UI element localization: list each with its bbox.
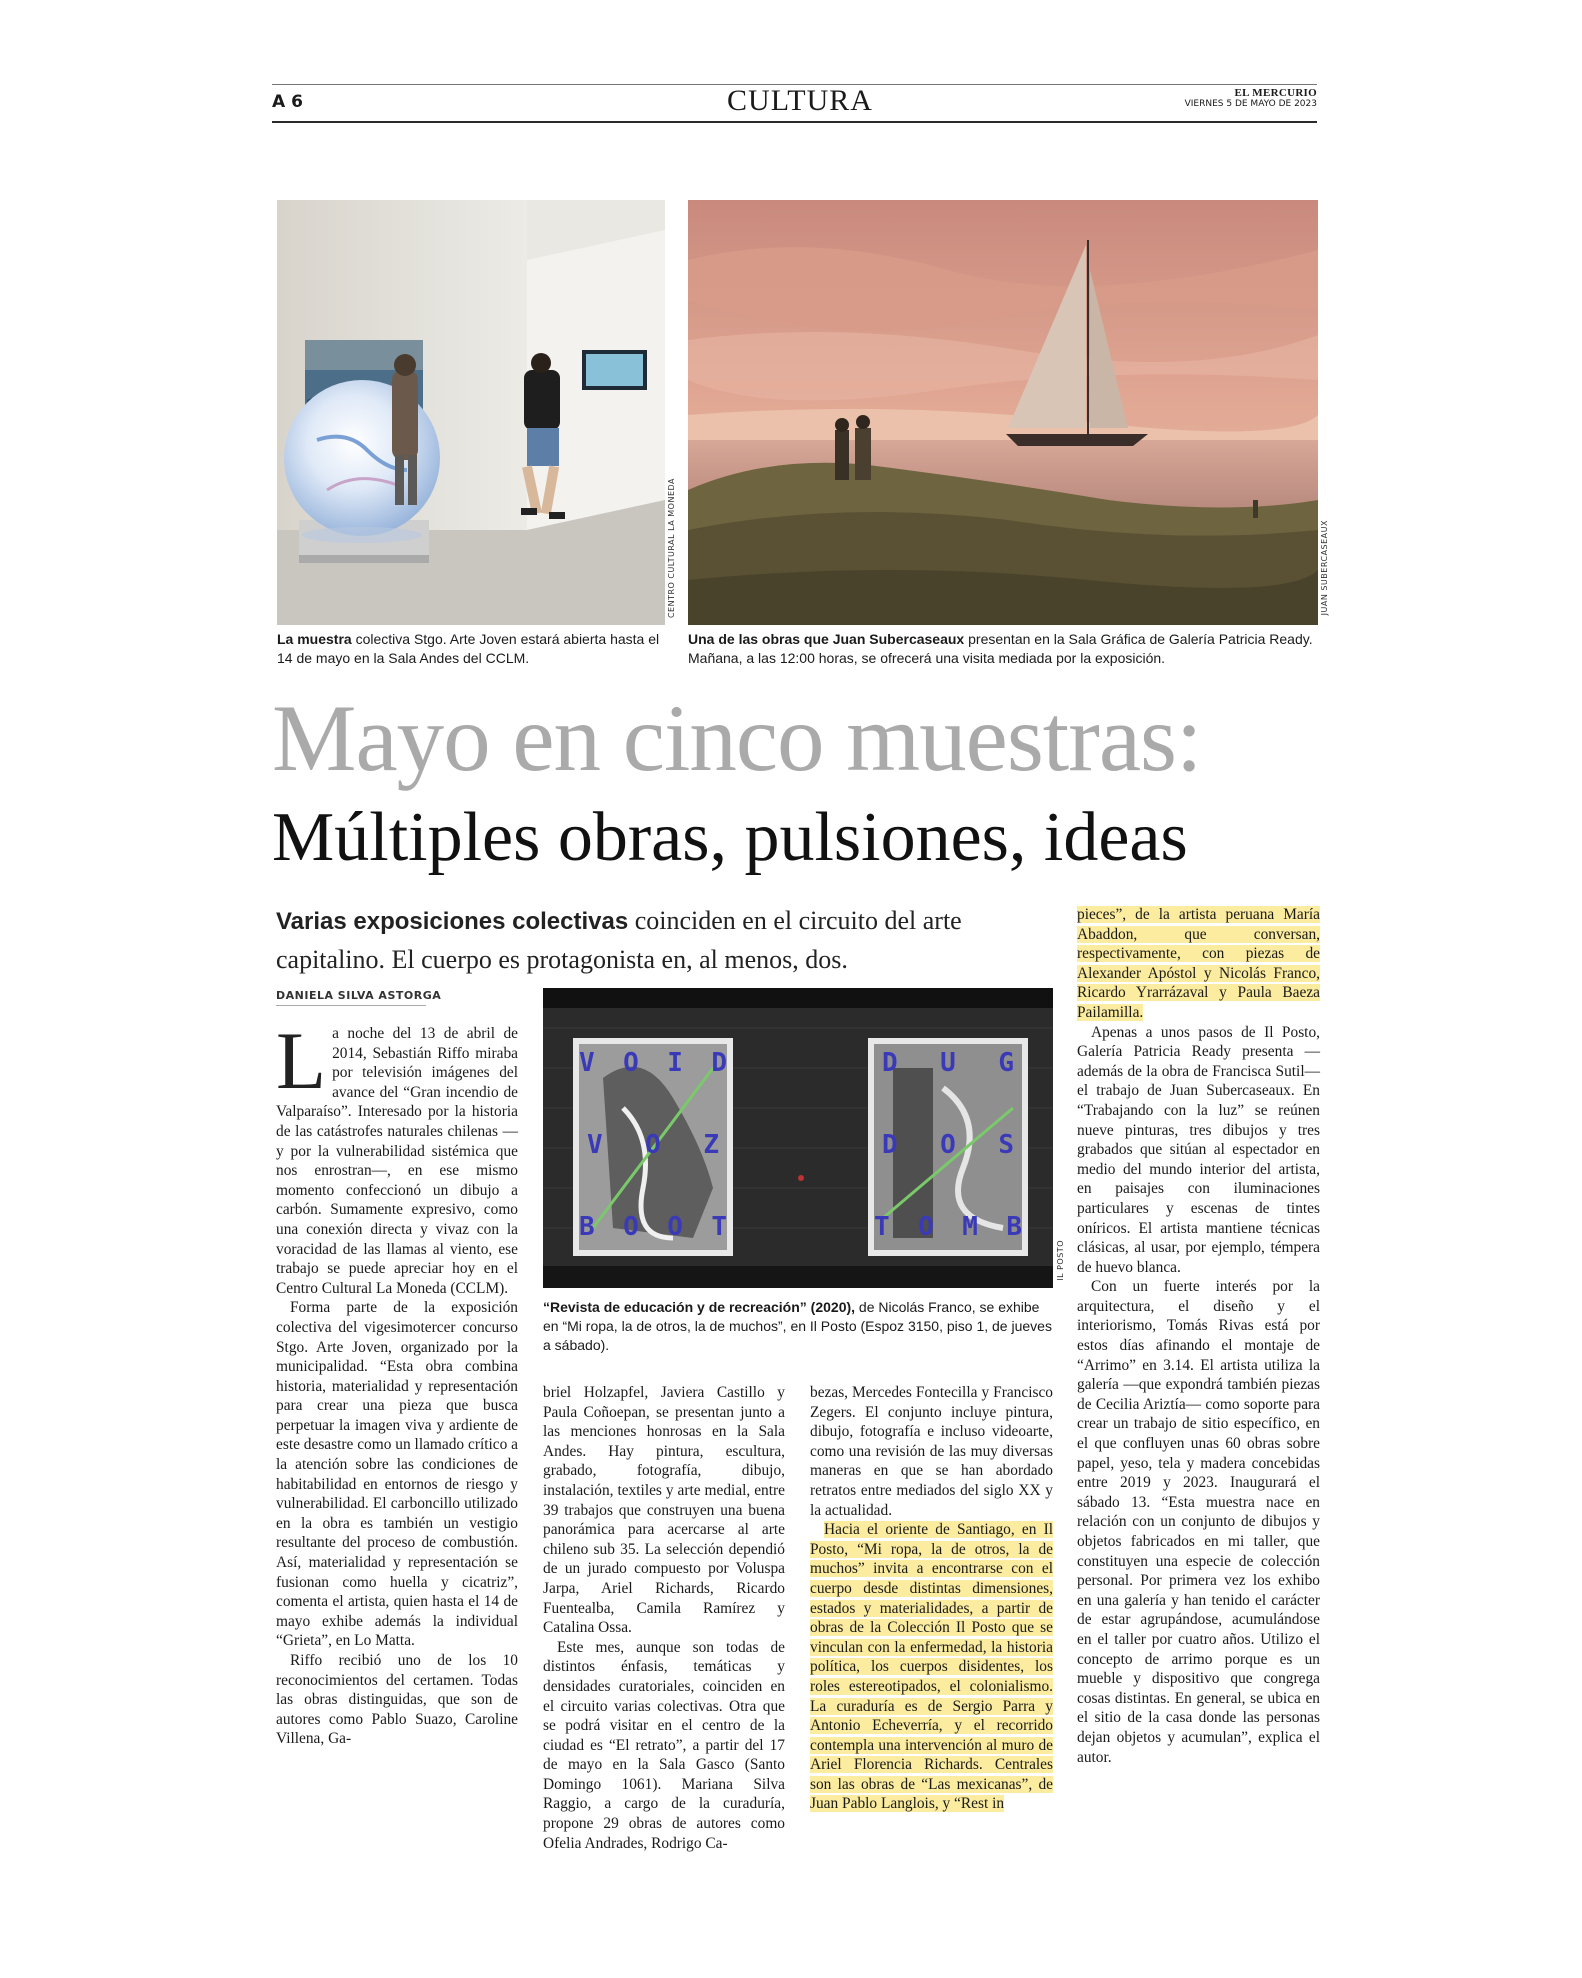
deck [276, 902, 1056, 979]
photo-credit-middle: IL POSTO [1056, 1240, 1065, 1281]
panel-letter: V [587, 1130, 603, 1160]
panel-letter: O [940, 1130, 956, 1160]
article-column-2 [543, 1383, 785, 1853]
caption-middle-text: de Nicolás Franco, se exhibe en “Mi ropa, la de otros, la de muchos”, en Il Posto (Espoz 3150, piso 1, de jueves a sábado). [543, 1299, 1052, 1353]
headline-line1: Mayo en cinco muestras: [272, 685, 1202, 791]
panel-letter: Z [703, 1130, 719, 1160]
sailboat-illustration [688, 200, 1318, 625]
caption-middle-lead: “Revista de educación y de recreación” (2020), [543, 1299, 856, 1315]
article-paragraph-highlighted [1077, 905, 1320, 1023]
photo-gallery-interior [277, 200, 665, 625]
caption-right-text: presentan en la Sala Gráfica de Galería Patricia Ready. Mañana, a las 12:00 horas, se ofrecerá una visita mediada por la exposición. [688, 631, 1313, 666]
panel-letter: O [645, 1130, 661, 1160]
caption-left-lead: La muestra [277, 631, 352, 647]
panel-letter: G [998, 1048, 1014, 1078]
article-paragraph-highlighted [810, 1520, 1053, 1814]
section-title: CULTURA [727, 84, 873, 117]
photo-il-posto [543, 988, 1053, 1288]
article-column-4 [1077, 905, 1320, 1767]
headline-line2: Múltiples obras, pulsiones, ideas [272, 799, 1188, 876]
gallery-illustration [277, 200, 665, 625]
panel-letter: U [940, 1048, 956, 1078]
panel-letter: V [579, 1048, 595, 1078]
panel-letter: T [711, 1212, 727, 1242]
article-paragraph: Forma parte de la exposición colectiva del vigesimotercer concurso Stgo. Arte Joven, organizado por la municipalidad. “Esta obra combina historia, materialidad y representación para crear una pieza que busca perpetuar la imagen viva y ardiente de este desastre como un llamado crítico a la atención sobre las condiciones de habitabilidad en entornos de riesgo y vulnerabilidad. El carboncillo utilizado en la obra es también un vestigio resultante del proceso de combustión. Así, materialidad y representación se fusionan como huella y cicatriz”, comenta el artista, quien hasta el 14 de mayo exhibe además la individual “Grieta”, en Lo Matta. [276, 1299, 518, 1650]
article-paragraph: briel Holzapfel, Javiera Castillo y Paula Coñoepan, se presentan junto a las menciones honrosas en la Sala Andes. Hay pintura, escultura, grabado, fotografía, dibujo, instalación, textiles y arte medial, entre 39 trabajos que construyen una buena panorámica para acercarse al arte chileno sub 35. La selección dependió de un jurado compuesto por Voluspa Jarpa, Ariel Richards, Ricardo Fuentealba, Camila Ramírez y Catalina Ossa. [543, 1384, 785, 1637]
panel-right-row2 [874, 1130, 1022, 1160]
article-paragraph: Con un fuerte interés por la arquitectura, el diseño y el interiorismo, Tomás Rivas está por estos días afinando el montaje de “Arrimo” en 3.14. El artista utiliza la galería —que expondrá también piezas de Cecilia Ariztía— como soporte para crear un trabajo de sitio específico, en el que confluyen unas 60 obras sobre papel, yeso, tela y madera concebidas entre 2019 y 2023. Inaugurará el sábado 13. “Esta muestra nace en relación con un conjunto de dibujos y objetos fabricados en mi taller, que constituyen una especie de colección personal. Por primera vez los exhibo en una galería y han tenido el carácter de estar agrupándose, acumulándose en el taller por cuatro años. Utilizo el concepto de arrimo porque es un mueble y dispositivo que congrega cosas distintas. En general, se ubica en el sitio de la casa donde las personas dejan objetos y acumulan”, explica el autor. [1077, 1278, 1320, 1766]
caption-left-text: colectiva Stgo. Arte Joven estará abierta hasta el 14 de mayo en la Sala Andes del CCLM. [277, 631, 660, 666]
caption-middle [543, 1298, 1053, 1355]
article-paragraph: Apenas a unos pasos de Il Posto, Galería Patricia Ready presenta —además de la obra de Francisca Sutil— el trabajo de Juan Subercaseaux. En “Trabajando con la luz” se reúnen nueve pinturas, tres dibujos y tres grabados que sitúan al espectador en medio del mundo interior del artista, en paisajes con iluminaciones particulares y escenas de tintes oníricos. El artista mantiene técnicas clásicas, al usar, por ejemplo, témpera de huevo blanca. [1077, 1023, 1320, 1276]
page-number: A 6 [272, 92, 303, 112]
drop-cap: L [276, 1015, 327, 1106]
photo-sailboat-painting [688, 200, 1318, 625]
article-paragraph: bezas, Mercedes Fontecilla y Francisco Zegers. El conjunto incluye pintura, dibujo, fotografía e incluso videoarte, como una revisión de las muy diversas maneras en que se han abordado retratos entre mediados del siglo XX y la actualidad. [810, 1384, 1053, 1519]
panel-left-row3 [579, 1212, 727, 1242]
photo-credit-right: JUAN SUBERCASEAUX [1320, 520, 1329, 616]
panel-letter: T [874, 1212, 890, 1242]
panel-left-row1 [579, 1048, 727, 1078]
panel-letter: D [882, 1130, 898, 1160]
panel-letter: B [579, 1212, 595, 1242]
panel-letter: B [1006, 1212, 1022, 1242]
panel-letter: S [998, 1130, 1014, 1160]
masthead [1185, 88, 1317, 110]
panel-letter: D [711, 1048, 727, 1078]
panel-left-letters [579, 1048, 727, 1248]
panel-letter: D [882, 1048, 898, 1078]
caption-right-lead: Una de las obras que Juan Subercaseaux [688, 631, 965, 647]
panel-letter: O [623, 1212, 639, 1242]
photo-credit-left: CENTRO CULTURAL LA MONEDA [667, 478, 676, 619]
deck-text: coinciden en el circuito del arte capitalino. El cuerpo es protagonista en, al menos, dos. [276, 906, 962, 974]
article-paragraph: Riffo recibió uno de los 10 reconocimientos del certamen. Todas las obras distinguidas, que son de autores como Pablo Suazo, Caroline Villena, Ga- [276, 1652, 518, 1748]
panel-letter: O [667, 1212, 683, 1242]
panel-letter: I [667, 1048, 683, 1078]
caption-left [277, 630, 672, 668]
panel-letter: M [962, 1212, 978, 1242]
byline-rule [276, 1005, 426, 1006]
paragraph-text: a noche del 13 de abril de 2014, Sebastián Riffo miraba por televisión imágenes del avance del “Gran incendio de Valparaíso”. Interesado por la historia de las catástrofes naturales chilenas —y por la vulnerabilidad sistémica que nos enrostran—, en ese mismo momento confeccionó un dibujo a carbón. Sumamente expresivo, como una conexión directa y vivaz con la voracidad de las llamas al viento, ese trabajo se puede apreciar hoy en el Centro Cultural La Moneda (CCLM). [276, 1025, 518, 1297]
article-column-1 [276, 1015, 518, 1749]
highlighted-text: Hacia el oriente de Santiago, en Il Posto, “Mi ropa, la de otros, la de muchos” invita a encontrarse con el cuerpo desde distintas dimensiones, estados y materialidades, a partir de obras de la Colección Il Posto que se vinculan con la enfermedad, la historia política, los cuerpos disidentes, los roles estereotipados, el colonialismo. La curaduría es de Sergio Parra y Antonio Echeverría, y el recorrido contempla una intervención al muro de Ariel Florencia Richards. Centrales son las obras de “Las mexicanas”, de Juan Pablo Langlois, y “Rest in [810, 1521, 1053, 1813]
byline: DANIELA SILVA ASTORGA [276, 989, 442, 1002]
article-paragraph: Este mes, aunque son todas de distintos énfasis, temáticas y densidades curatoriales, coinciden en el circuito varias colectivas. Otra que se podrá visitar en el centro de la ciudad es “El retrato”, a partir del 17 de mayo en la Sala Gasco (Santo Domingo 1061). Mariana Silva Raggio, a cargo de la curaduría, propone 29 obras de autores como Ofelia Andrades, Rodrigo Ca- [543, 1638, 785, 1852]
header-bottom-rule [272, 121, 1317, 123]
article-paragraph [276, 1015, 518, 1298]
newspaper-name: EL MERCURIO [1234, 87, 1317, 99]
caption-right [688, 630, 1328, 668]
highlighted-text: pieces”, de la artista peruana María Abaddon, que conversan, respectivamente, con piezas de Alexander Apóstol y Nicolás Franco, Ricardo Yrarrázaval y Paula Baeza Pailamilla. [1077, 906, 1320, 1021]
panel-right-row1 [874, 1048, 1022, 1078]
panel-letter: O [623, 1048, 639, 1078]
panel-right-letters [874, 1048, 1022, 1248]
panel-right-row3 [874, 1212, 1022, 1242]
panel-left-row2 [579, 1130, 727, 1160]
panel-letter: O [918, 1212, 934, 1242]
issue-date: VIERNES 5 DE MAYO DE 2023 [1184, 99, 1317, 109]
deck-lead: Varias exposiciones colectivas [276, 908, 629, 935]
article-column-3 [810, 1383, 1053, 1814]
